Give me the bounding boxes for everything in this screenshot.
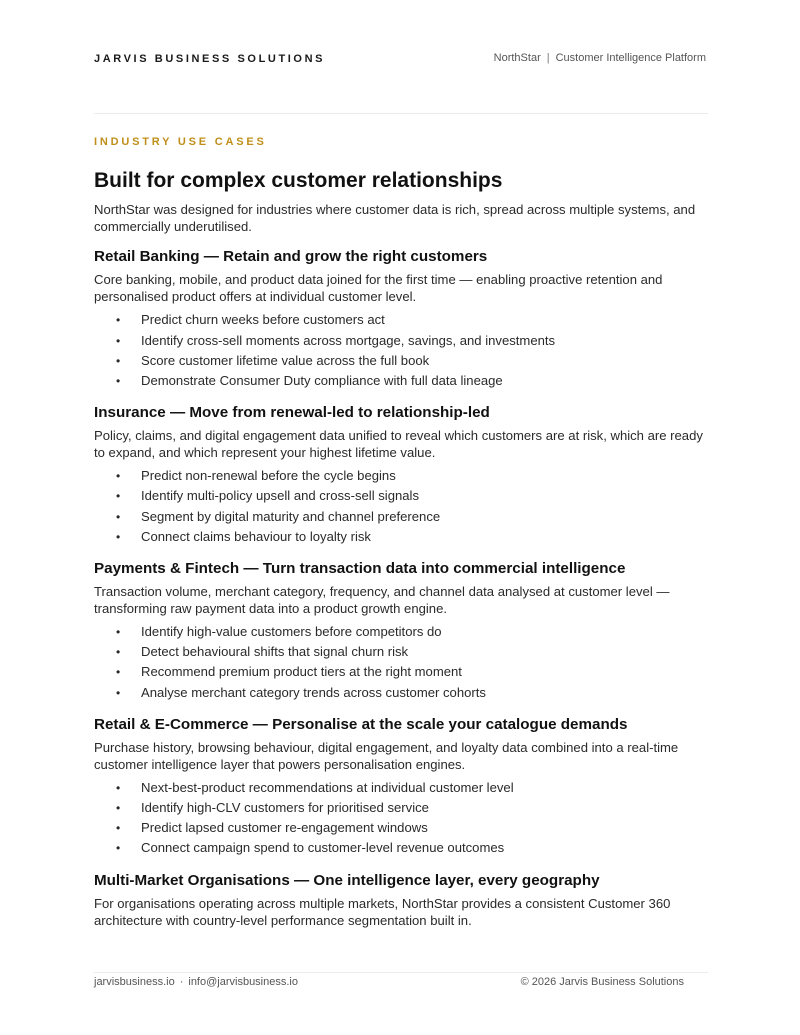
- footer-website-link[interactable]: jarvisbusiness.io: [94, 976, 175, 988]
- use-case-section: [94, 247, 708, 391]
- list-item: [94, 622, 708, 642]
- section-description: For organisations operating across multiple markets, NorthStar provides a consistent Customer 360 architecture with country-level performance segmentation built in.: [94, 895, 671, 928]
- section-eyebrow: INDUSTRY USE CASES: [94, 136, 267, 148]
- bullet-list: [94, 778, 708, 859]
- list-item: [94, 371, 708, 391]
- list-item-text: Analyse merchant category trends across customer cohorts: [141, 684, 486, 700]
- list-item: [94, 838, 708, 858]
- product-name: NorthStar: [493, 52, 541, 64]
- list-item-text: Identify cross-sell moments across mortgage, savings, and investments: [141, 332, 556, 348]
- bullet-icon: •: [116, 489, 121, 504]
- list-item-text: Identify multi-policy upsell and cross-sell signals: [141, 488, 419, 504]
- header-separator: |: [546, 52, 550, 64]
- footer-dot: ·: [179, 976, 184, 988]
- section-heading: Retail Banking — Retain and grow the right customers: [94, 248, 488, 266]
- bullet-icon: •: [116, 841, 121, 856]
- use-case-section: [94, 403, 708, 547]
- bullet-icon: •: [116, 645, 121, 660]
- bullet-icon: •: [116, 509, 121, 524]
- header-divider: [94, 113, 708, 114]
- intro-paragraph: NorthStar was designed for industries where customer data is rich, spread across multiple systems, and commercially underutilised.: [94, 202, 696, 235]
- bullet-icon: •: [116, 469, 121, 484]
- list-item-text: Score customer lifetime value across the full book: [141, 352, 430, 368]
- list-item: [94, 486, 708, 506]
- list-item-text: Predict churn weeks before customers act: [141, 312, 385, 328]
- header-product-line: [494, 52, 706, 64]
- list-item-text: Predict non-renewal before the cycle begins: [141, 468, 396, 484]
- list-item-text: Next-best-product recommendations at individual customer level: [141, 779, 514, 795]
- use-case-section: [94, 559, 708, 703]
- bullet-icon: •: [116, 333, 121, 348]
- bullet-icon: •: [116, 685, 121, 700]
- list-item: [94, 818, 708, 838]
- footer-email-link[interactable]: info@jarvisbusiness.io: [188, 976, 298, 988]
- list-item-text: Recommend premium product tiers at the right moment: [141, 664, 462, 680]
- list-item: [94, 507, 708, 527]
- bullet-list: [94, 466, 708, 547]
- section-heading: Insurance — Move from renewal-led to relationship-led: [94, 404, 490, 422]
- section-description: Core banking, mobile, and product data joined for the first time — enabling proactive retention and personalised product offers at individual customer level.: [94, 272, 663, 305]
- footer-contact: [94, 976, 298, 988]
- list-item-text: Detect behavioural shifts that signal churn risk: [141, 644, 409, 660]
- main-content: [94, 167, 708, 941]
- list-item: [94, 662, 708, 682]
- list-item: [94, 331, 708, 351]
- section-description: Transaction volume, merchant category, frequency, and channel data analysed at customer level — transforming raw payment data into a product growth engine.: [94, 583, 670, 616]
- section-description: Purchase history, browsing behaviour, digital engagement, and loyalty data combined into a real-time customer intelligence layer that powers personalisation engines.: [94, 739, 679, 772]
- list-item-text: Connect claims behaviour to loyalty risk: [141, 528, 371, 544]
- bullet-icon: •: [116, 665, 121, 680]
- use-case-sections: [94, 247, 708, 928]
- brand-name: JARVIS BUSINESS SOLUTIONS: [94, 53, 326, 65]
- platform-name: Customer Intelligence Platform: [555, 52, 706, 64]
- list-item-text: Demonstrate Consumer Duty compliance with full data lineage: [141, 372, 503, 388]
- list-item-text: Identify high-value customers before competitors do: [141, 623, 442, 639]
- list-item-text: Segment by digital maturity and channel preference: [141, 508, 441, 524]
- use-case-section: [94, 715, 708, 859]
- bullet-icon: •: [116, 624, 121, 639]
- list-item: [94, 310, 708, 330]
- bullet-icon: •: [116, 373, 121, 388]
- section-description: Policy, claims, and digital engagement data unified to reveal which customers are at risk, which are ready to expand, and which represent your highest lifetime value.: [94, 428, 703, 461]
- bullet-icon: •: [116, 313, 121, 328]
- list-item: [94, 683, 708, 703]
- list-item-text: Predict lapsed customer re-engagement windows: [141, 820, 428, 836]
- list-item: [94, 351, 708, 371]
- bullet-icon: •: [116, 529, 121, 544]
- section-heading: Retail & E-Commerce — Personalise at the scale your catalogue demands: [94, 715, 628, 733]
- footer-divider: [94, 972, 708, 973]
- bullet-list: [94, 622, 708, 703]
- list-item: [94, 527, 708, 547]
- list-item: [94, 466, 708, 486]
- list-item-text: Connect campaign spend to customer-level revenue outcomes: [141, 840, 505, 856]
- section-heading: Multi-Market Organisations — One intelligence layer, every geography: [94, 871, 600, 889]
- section-heading: Payments & Fintech — Turn transaction data into commercial intelligence: [94, 559, 626, 577]
- bullet-icon: •: [116, 353, 121, 368]
- footer-copyright: © 2026 Jarvis Business Solutions: [520, 976, 684, 988]
- bullet-list: [94, 310, 708, 391]
- list-item: [94, 778, 708, 798]
- list-item-text: Identify high-CLV customers for prioritised service: [141, 799, 429, 815]
- bullet-icon: •: [116, 780, 121, 795]
- page-title: Built for complex customer relationships: [94, 169, 503, 192]
- bullet-icon: •: [116, 800, 121, 815]
- bullet-icon: •: [116, 821, 121, 836]
- list-item: [94, 798, 708, 818]
- use-case-section: [94, 871, 708, 929]
- list-item: [94, 642, 708, 662]
